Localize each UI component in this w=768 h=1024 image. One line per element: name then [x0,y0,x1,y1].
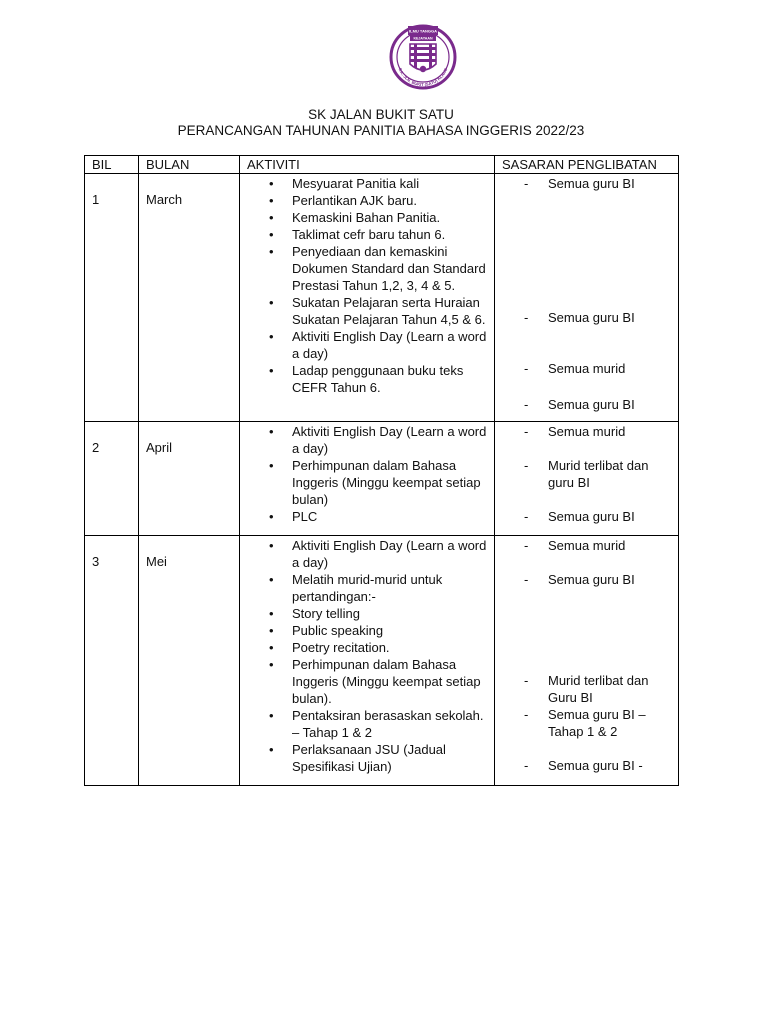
row-activities [240,422,495,536]
activity-item: • Mesyuarat Panitia kali [247,175,494,192]
target-list [502,422,678,533]
activity-item: • Public speaking [247,622,494,639]
target-item: - Semua guru BI [502,396,678,413]
row-bulan: Mei [139,536,240,786]
row-targets [495,536,679,786]
activity-item: • Aktiviti English Day (Learn a word a day) [247,537,494,571]
activity-item: • Sukatan Pelajaran serta Huraian Sukatan Pelajaran Tahun 4,5 & 6. [247,294,494,328]
svg-text:S.K. JLN. BUKIT (SATU) KLANG: S.K. JLN. BUKIT (SATU) KLANG [397,67,449,88]
row-targets [495,422,679,536]
target-item: - Semua murid [502,537,678,554]
activity-item: • Penyediaan dan kemaskini Dokumen Standard dan Standard Prestasi Tahun 1,2, 3, 4 & 5. [247,243,494,294]
activity-item: • Story telling [247,605,494,622]
activity-item: • Ladap penggunaan buku teks CEFR Tahun 6. [247,362,494,396]
row-targets [495,174,679,422]
header-bulan: BULAN [139,156,240,174]
row-activities [240,536,495,786]
activity-item: • Pentaksiran berasaskan sekolah. – Tahap 1 & 2 [247,707,494,741]
activity-item: • Perlaksanaan JSU (Jadual Spesifikasi Ujian) [247,741,494,775]
target-item: - Semua guru BI [502,309,678,326]
activity-item: • Kemaskini Bahan Panitia. [247,209,494,226]
target-item: - Murid terlibat dan guru BI [502,457,678,491]
target-item: - Semua murid [502,360,678,377]
target-item: - Murid terlibat dan Guru BI [502,672,678,706]
activity-item: • Melatih murid-murid untuk pertandingan:- [247,571,494,605]
school-crest-logo [388,22,458,90]
row-bil: 1 [85,174,139,422]
table-row [85,174,679,422]
table-header-row [85,156,679,174]
header-sasaran: SASARAN PENGLIBATAN [495,156,679,174]
activity-item: • Perlantikan AJK baru. [247,192,494,209]
svg-text:KEJAYAAN: KEJAYAAN [413,36,433,41]
row-bulan: April [139,422,240,536]
target-item: - Semua guru BI [502,508,678,525]
target-list [502,174,678,421]
row-activities [240,174,495,422]
activity-list [247,536,494,785]
activity-item: • PLC [247,508,494,525]
annual-plan-table [84,155,679,786]
row-bulan: March [139,174,240,422]
activity-item: • Aktiviti English Day (Learn a word a day) [247,328,494,362]
plan-title: PERANCANGAN TAHUNAN PANITIA BAHASA INGGERIS 2022/23 [177,123,585,138]
activity-item: • Perhimpunan dalam Bahasa Inggeris (Minggu keempat setiap bulan). [247,656,494,707]
row-bil: 2 [85,422,139,536]
header-aktiviti: AKTIVITI [240,156,495,174]
activity-item: • Aktiviti English Day (Learn a word a day) [247,423,494,457]
school-name-title: SK JALAN BUKIT SATU [308,107,454,122]
activity-list [247,422,494,535]
table-row [85,422,679,536]
target-item: - Semua guru BI [502,571,678,588]
row-bil: 3 [85,536,139,786]
target-item: - Semua guru BI – Tahap 1 & 2 [502,706,678,740]
header-bil: BIL [85,156,139,174]
target-item: - Semua murid [502,423,678,440]
target-item: - Semua guru BI - [502,757,678,774]
activity-item: • Poetry recitation. [247,639,494,656]
target-list [502,536,678,782]
activity-list [247,174,494,406]
target-item: - Semua guru BI [502,175,678,192]
activity-item: • Perhimpunan dalam Bahasa Inggeris (Minggu keempat setiap bulan) [247,457,494,508]
activity-item: • Taklimat cefr baru tahun 6. [247,226,494,243]
svg-text:ILMU TANGGA: ILMU TANGGA [409,28,437,34]
table-row [85,536,679,786]
